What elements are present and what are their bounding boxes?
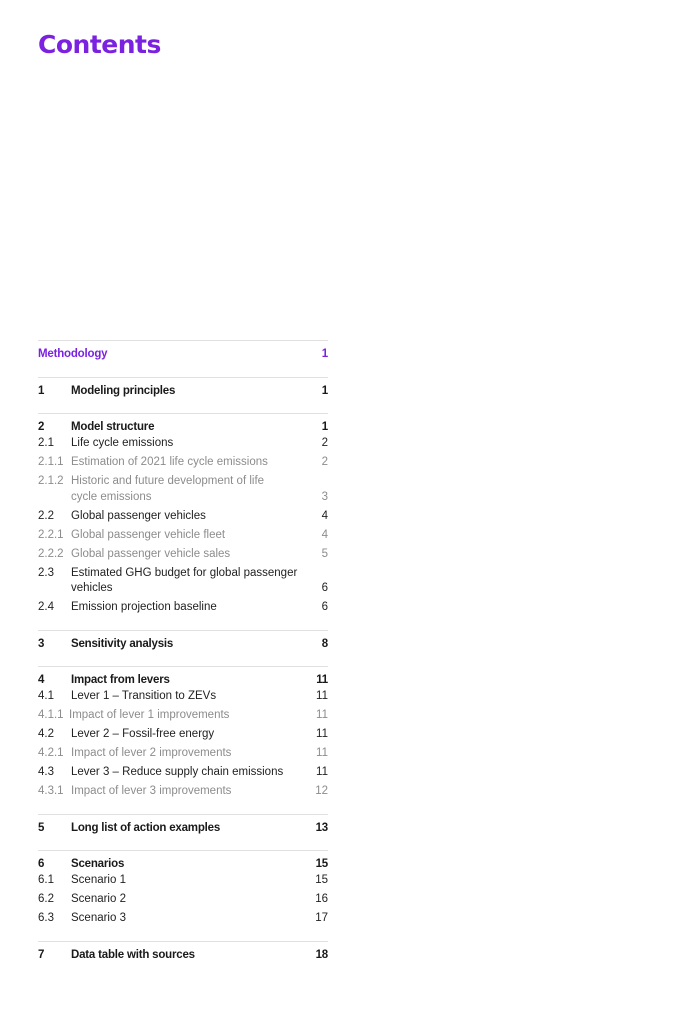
- toc-entry-label: Lever 1 – Transition to ZEVs: [71, 690, 217, 702]
- toc-entry-modeling-principles[interactable]: [38, 384, 328, 400]
- toc-entry-page: 4: [321, 528, 328, 541]
- toc-entry-number: 4.3: [38, 766, 54, 778]
- toc-entry-number: 4.2.1: [38, 747, 64, 759]
- toc-entry-page: 5: [321, 547, 328, 560]
- toc-entry-2-1-1[interactable]: [38, 455, 328, 471]
- toc-entry-2-3[interactable]: [38, 566, 328, 597]
- toc-section-1: [38, 377, 328, 400]
- toc-entry-scenarios[interactable]: [38, 857, 328, 873]
- table-of-contents: [38, 340, 328, 977]
- toc-entry-label: Scenarios: [71, 858, 125, 870]
- toc-entry-number: 2.1.1: [38, 456, 64, 468]
- toc-entry-label: Long list of action examples: [71, 821, 221, 834]
- toc-entry-page: 1: [321, 421, 328, 433]
- toc-entry-page: 18: [315, 948, 328, 961]
- toc-entry-2-1-2[interactable]: [38, 474, 328, 505]
- toc-entry-number: 2.2: [38, 509, 54, 522]
- toc-entry-number: 2.1.2: [38, 475, 64, 487]
- toc-section-3: [38, 630, 328, 653]
- toc-entry-impact-from-levers[interactable]: [38, 673, 328, 689]
- toc-entry-page: 11: [316, 747, 328, 759]
- toc-entry-page: 17: [315, 912, 328, 924]
- toc-entry-4-1[interactable]: [38, 689, 328, 705]
- toc-entry-page: 11: [316, 690, 328, 702]
- toc-entry-label: Impact from levers: [71, 674, 170, 686]
- toc-entry-page: 8: [321, 637, 328, 650]
- toc-section-5: [38, 814, 328, 837]
- toc-entry-label: Life cycle emissions: [71, 437, 174, 449]
- toc-entry-data-table[interactable]: [38, 948, 328, 964]
- toc-entry-label: Global passenger vehicles: [71, 509, 206, 522]
- toc-entry-sensitivity-analysis[interactable]: [38, 637, 328, 653]
- toc-entry-number: 4.3.1: [38, 785, 64, 797]
- toc-entry-label: Methodology: [38, 348, 108, 360]
- toc-entry-page: 15: [315, 874, 328, 886]
- toc-entry-number: 5: [38, 821, 45, 834]
- toc-entry-6-2[interactable]: [38, 892, 328, 908]
- toc-entry-number: 2.3: [38, 566, 54, 579]
- toc-entry-action-examples[interactable]: [38, 821, 328, 837]
- toc-entry-number: 2: [38, 421, 45, 433]
- toc-entry-label: Emission projection baseline: [71, 601, 217, 613]
- toc-section-methodology: [38, 340, 328, 363]
- toc-section-7: [38, 941, 328, 964]
- toc-entry-number: 4.1.1: [38, 709, 64, 721]
- toc-entry-6-3[interactable]: [38, 911, 328, 927]
- toc-entry-number: 3: [38, 637, 45, 650]
- toc-entry-label: Global passenger vehicle sales: [71, 547, 231, 560]
- toc-entry-number: 2.4: [38, 601, 54, 613]
- toc-entry-page: 11: [316, 728, 328, 740]
- toc-entry-page: 3: [321, 490, 328, 503]
- toc-section-4: [38, 666, 328, 800]
- toc-entry-page: 16: [315, 893, 328, 905]
- toc-entry-page: 13: [315, 821, 328, 834]
- toc-entry-2-2-1[interactable]: [38, 528, 328, 544]
- toc-entry-label: Impact of lever 2 improvements: [71, 747, 232, 759]
- toc-entry-page: 1: [321, 384, 328, 397]
- toc-entry-page: 11: [316, 709, 328, 721]
- toc-entry-label: Estimation of 2021 life cycle emissions: [71, 456, 268, 468]
- toc-entry-label: Historic and future development of life cycle emissions: [71, 475, 265, 503]
- toc-entry-2-4[interactable]: [38, 600, 328, 616]
- toc-entry-page: 11: [316, 766, 328, 778]
- toc-entry-model-structure[interactable]: [38, 420, 328, 436]
- toc-entry-label: Global passenger vehicle fleet: [71, 528, 226, 541]
- toc-entry-page: 6: [321, 601, 328, 613]
- toc-entry-2-2-2[interactable]: [38, 547, 328, 563]
- toc-entry-label: Modeling principles: [71, 384, 176, 397]
- toc-entry-4-3-1[interactable]: [38, 784, 328, 800]
- toc-section-6: [38, 850, 328, 927]
- toc-entry-number: 2.1: [38, 437, 54, 449]
- toc-entry-label: Sensitivity analysis: [71, 637, 174, 650]
- toc-entry-2-1[interactable]: [38, 436, 328, 452]
- toc-entry-number: 4: [38, 674, 45, 686]
- toc-entry-page: 4: [321, 509, 328, 522]
- toc-entry-number: 6.2: [38, 893, 54, 905]
- toc-entry-label: Estimated GHG budget for global passenger vehicles: [71, 566, 298, 594]
- toc-entry-page: 11: [316, 674, 328, 686]
- toc-entry-number: 6.3: [38, 912, 54, 924]
- toc-entry-label: Lever 3 – Reduce supply chain emissions: [71, 766, 284, 778]
- toc-entry-page: 6: [321, 582, 328, 594]
- toc-entry-2-2[interactable]: [38, 509, 328, 525]
- toc-entry-4-1-1[interactable]: [38, 708, 328, 724]
- toc-entry-number: 4.1: [38, 690, 54, 702]
- toc-entry-label: Impact of lever 3 improvements: [71, 785, 232, 797]
- toc-entry-4-3[interactable]: [38, 765, 328, 781]
- toc-entry-label: Scenario 1: [71, 874, 126, 886]
- toc-entry-label: Lever 2 – Fossil-free energy: [71, 728, 215, 740]
- toc-entry-label: Scenario 2: [71, 893, 126, 905]
- toc-entry-number: 6: [38, 858, 45, 870]
- toc-entry-page: 1: [321, 348, 328, 360]
- page-title: Contents: [38, 30, 161, 59]
- toc-entry-label: Model structure: [71, 421, 155, 433]
- toc-entry-label: Scenario 3: [71, 912, 126, 924]
- toc-entry-page: 15: [315, 858, 328, 870]
- toc-entry-number: 6.1: [38, 874, 54, 886]
- toc-entry-number: 7: [38, 948, 45, 961]
- toc-entry-methodology[interactable]: [38, 347, 328, 363]
- toc-entry-4-2-1[interactable]: [38, 746, 328, 762]
- toc-entry-label: Data table with sources: [71, 948, 195, 961]
- toc-entry-page: 12: [315, 785, 328, 797]
- toc-entry-number: 4.2: [38, 728, 54, 740]
- toc-entry-6-1[interactable]: [38, 873, 328, 889]
- toc-section-2: [38, 413, 328, 616]
- toc-entry-4-2[interactable]: [38, 727, 328, 743]
- toc-entry-page: 2: [321, 456, 328, 468]
- toc-entry-number: 2.2.1: [38, 528, 64, 541]
- toc-entry-label: Impact of lever 1 improvements: [69, 709, 230, 721]
- toc-entry-page: 2: [321, 437, 328, 449]
- toc-entry-number: 1: [38, 384, 45, 397]
- toc-entry-number: 2.2.2: [38, 547, 64, 560]
